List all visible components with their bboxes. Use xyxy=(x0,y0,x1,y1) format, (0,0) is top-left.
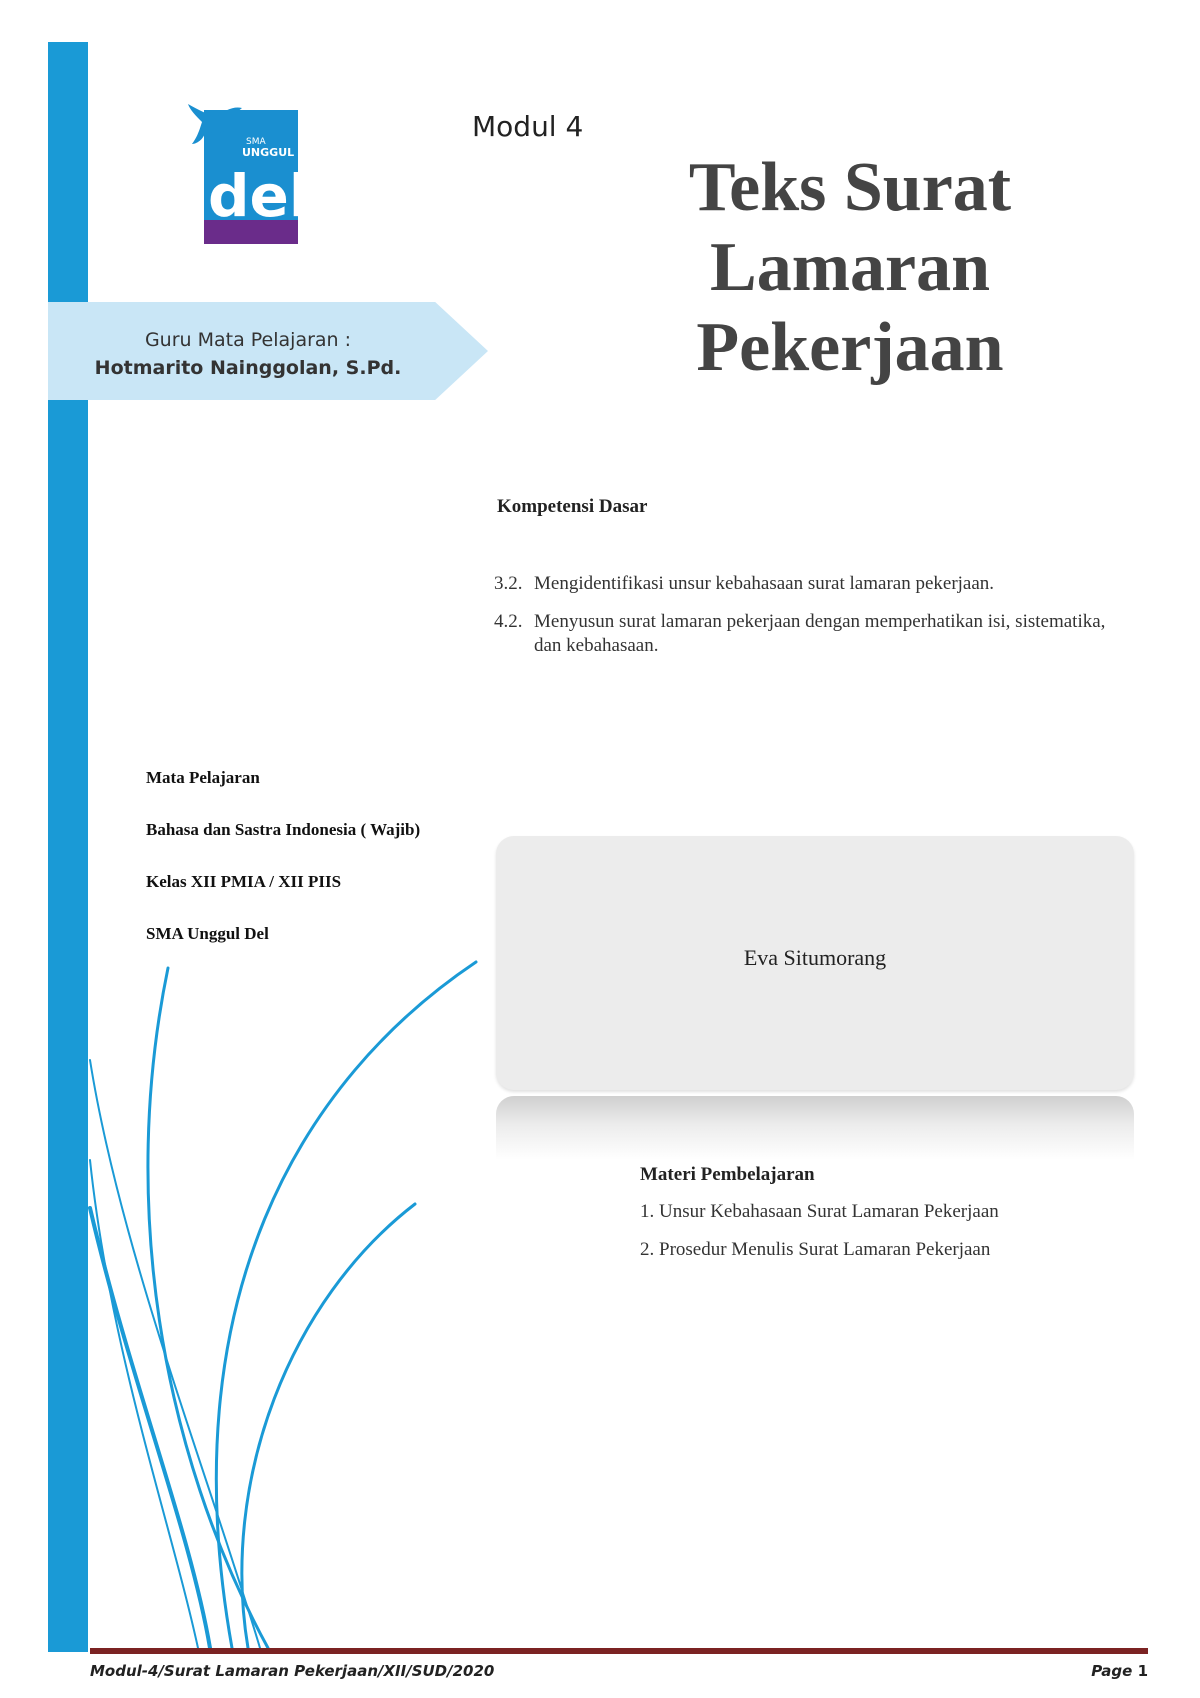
curve-4 xyxy=(90,1208,210,1648)
page-indicator xyxy=(1091,1662,1148,1680)
kompetensi-number: 3.2. xyxy=(494,573,523,594)
kompetensi-item xyxy=(494,572,1114,596)
logo-sma-text: SMA xyxy=(246,137,266,147)
curve-5 xyxy=(90,1060,260,1648)
footer-reference: Modul-4/Surat Lamaran Pekerjaan/XII/SUD/2020 xyxy=(90,1662,495,1680)
kompetensi-text: Mengidentifikasi unsur kebahasaan surat lamaran pekerjaan. xyxy=(534,573,995,594)
kompetensi-item xyxy=(494,610,1114,658)
author-card-reflection xyxy=(496,1096,1134,1160)
title-line-1: Teks Surat xyxy=(688,149,1012,226)
materi-item: 1. Unsur Kebahasaan Surat Lamaran Pekerjaan xyxy=(640,1201,999,1222)
materi-item: 2. Prosedur Menulis Surat Lamaran Pekerjaan xyxy=(640,1239,991,1260)
module-label: Modul 4 xyxy=(472,110,584,143)
title-line-2: Lamaran xyxy=(710,229,990,306)
page-title xyxy=(650,148,1050,388)
curve-3 xyxy=(242,1204,415,1648)
curve-2 xyxy=(216,962,476,1648)
subject-label: Mata Pelajaran xyxy=(146,768,260,787)
teacher-name: Hotmarito Nainggolan, S.Pd. xyxy=(94,357,402,379)
logo-del-text: del xyxy=(208,162,309,230)
page-label: Page xyxy=(1091,1662,1133,1680)
footer-divider xyxy=(90,1648,1148,1654)
materi-list xyxy=(640,1200,999,1276)
class-name: Kelas XII PMIA / XII PIIS xyxy=(146,872,342,891)
kompetensi-heading: Kompetensi Dasar xyxy=(497,496,648,517)
logo-unggul-text: UNGGUL xyxy=(242,146,295,159)
kompetensi-number: 4.2. xyxy=(494,611,523,632)
title-line-3: Pekerjaan xyxy=(696,309,1004,386)
teacher-info xyxy=(48,326,448,382)
materi-heading: Materi Pembelajaran xyxy=(640,1164,815,1185)
kompetensi-list xyxy=(494,572,1114,672)
kompetensi-text: Menyusun surat lamaran pekerjaan dengan memperhatikan isi, sistematika, dan kebahasaan. xyxy=(534,611,1106,656)
school-name: SMA Unggul Del xyxy=(146,924,269,943)
curve-1 xyxy=(148,968,268,1648)
school-logo xyxy=(186,100,309,244)
teacher-heading: Guru Mata Pelajaran : xyxy=(144,329,352,351)
subject-name: Bahasa dan Sastra Indonesia ( Wajib) xyxy=(146,820,421,839)
subject-info xyxy=(146,768,420,976)
author-name: Eva Situmorang xyxy=(743,945,887,970)
page-number: 1 xyxy=(1137,1662,1148,1680)
